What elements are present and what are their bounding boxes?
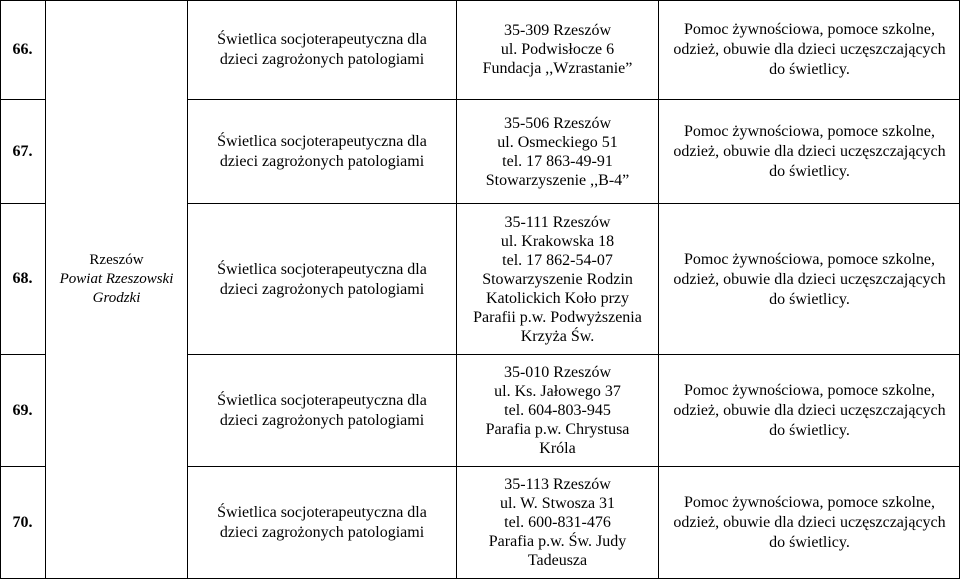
institution-cell — [188, 467, 456, 578]
address-line: Króla — [539, 440, 576, 457]
institution-line: Świetlica socjoterapeutyczna dla — [217, 133, 427, 150]
address-line: Stowarzyszenie ,,B-4” — [485, 171, 630, 189]
address-line: 35-010 Rzeszów — [503, 364, 612, 381]
location-region-line: Grodzki — [92, 289, 141, 306]
table-row — [0, 204, 960, 354]
assistance-cell — [659, 467, 960, 578]
row-number: 69. — [12, 401, 33, 419]
address-line: Stowarzyszenie Rodzin — [482, 270, 633, 288]
address-line: ul. W. Stwosza 31 — [499, 495, 616, 512]
table-row — [0, 0, 960, 99]
address-line: tel. 604-803-945 — [504, 402, 611, 419]
address-cell — [457, 467, 658, 578]
assistance-line: do świetlicy. — [769, 534, 850, 551]
table-row — [0, 355, 960, 466]
institution-line: dzieci zagrożonych patologiami — [219, 524, 425, 541]
row-number: 66. — [12, 40, 33, 58]
address-line: ul. Krakowska 18 — [500, 232, 615, 250]
assistance-line: odzież, obuwie dla dzieci uczęszczających — [673, 143, 946, 160]
address-cell — [457, 355, 658, 466]
assistance-cell — [659, 355, 960, 466]
institution-line: Świetlica socjoterapeutyczna dla — [217, 504, 427, 521]
address-line: Parafii p.w. Podwyższenia — [473, 308, 642, 326]
address-line: 35-111 Rzeszów — [504, 213, 611, 231]
institution-cell — [188, 355, 456, 466]
assistance-line: odzież, obuwie dla dzieci uczęszczających — [673, 514, 946, 531]
assistance-line: Pomoc żywnościowa, pomoce szkolne, — [683, 250, 936, 268]
address-line: Katolickich Koło przy — [485, 289, 630, 307]
assistance-line: odzież, obuwie dla dzieci uczęszczających — [673, 41, 946, 58]
address-line: Parafia p.w. Chrystusa — [485, 421, 630, 438]
address-line: ul. Podwisłocze 6 — [500, 41, 615, 58]
address-line: tel. 600-831-476 — [504, 514, 611, 531]
institution-line: Świetlica socjoterapeutyczna dla — [217, 392, 427, 409]
address-line: tel. 17 862-54-07 — [502, 251, 613, 269]
address-line: 35-309 Rzeszów — [503, 22, 612, 39]
assistance-line: do świetlicy. — [769, 61, 850, 78]
institution-line: dzieci zagrożonych patologiami — [219, 412, 425, 429]
table-row — [0, 467, 960, 578]
assistance-line: do świetlicy. — [769, 422, 850, 439]
assistance-line: do świetlicy. — [769, 163, 850, 180]
row-number: 68. — [12, 270, 33, 287]
address-line: 35-506 Rzeszów — [503, 114, 612, 132]
location-city: Rzeszów — [89, 251, 144, 268]
assistance-cell — [659, 0, 960, 99]
location-region-line: Powiat Rzeszowski — [59, 270, 174, 287]
institution-cell — [188, 0, 456, 99]
address-cell — [457, 0, 658, 99]
address-cell — [457, 100, 658, 203]
assistance-line: Pomoc żywnościowa, pomoce szkolne, — [683, 21, 936, 38]
assistance-cell — [659, 204, 960, 354]
institution-cell — [188, 100, 456, 203]
address-line: Krzyża Św. — [520, 327, 595, 345]
address-line: ul. Osmeckiego 51 — [497, 133, 618, 151]
row-number: 70. — [12, 513, 33, 531]
institution-line: Świetlica socjoterapeutyczna dla — [217, 31, 427, 48]
address-cell — [457, 204, 658, 354]
assistance-cell — [659, 100, 960, 203]
address-line: ul. Ks. Jałowego 37 — [494, 383, 621, 400]
institution-line: dzieci zagrożonych patologiami — [219, 280, 425, 298]
address-line: Tadeusza — [527, 552, 588, 569]
table-row — [0, 100, 960, 203]
institution-cell — [188, 204, 456, 354]
assistance-line: odzież, obuwie dla dzieci uczęszczających — [673, 270, 946, 288]
assistance-line: Pomoc żywnościowa, pomoce szkolne, — [683, 494, 936, 511]
address-line: tel. 17 863-49-91 — [502, 152, 613, 170]
address-line: Parafia p.w. Św. Judy — [488, 533, 627, 550]
address-line: 35-113 Rzeszów — [504, 476, 611, 493]
institution-line: Świetlica socjoterapeutyczna dla — [217, 260, 427, 278]
assistance-line: Pomoc żywnościowa, pomoce szkolne, — [683, 382, 936, 399]
row-number: 67. — [12, 142, 33, 160]
assistance-line: do świetlicy. — [769, 290, 850, 308]
assistance-line: Pomoc żywnościowa, pomoce szkolne, — [683, 123, 936, 140]
institution-line: dzieci zagrożonych patologiami — [219, 153, 425, 170]
address-line: Fundacja ,,Wzrastanie” — [482, 60, 633, 77]
assistance-line: odzież, obuwie dla dzieci uczęszczających — [673, 402, 946, 419]
institution-line: dzieci zagrożonych patologiami — [219, 51, 425, 68]
